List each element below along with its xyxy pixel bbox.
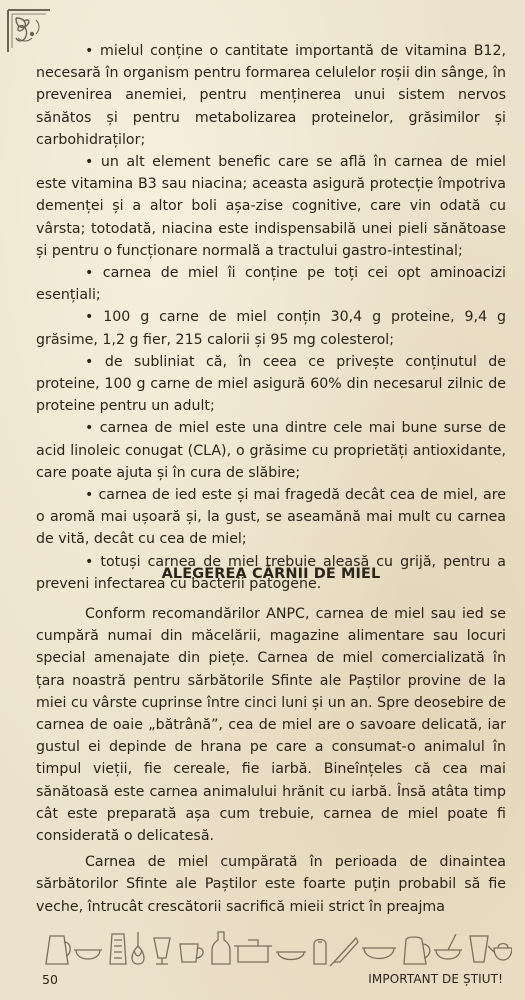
whisk-icon <box>132 932 144 964</box>
page-number: 50 <box>42 972 58 987</box>
jug-icon <box>46 936 70 964</box>
glass-icon <box>470 936 488 962</box>
pot-icon <box>234 940 272 962</box>
list-item: • carnea de miel îi conține pe toți cei opt aminoacizi esențiali; <box>36 265 506 304</box>
pitcher-icon <box>404 937 430 964</box>
list-item: • mielul conține o cantitate importantă de vitamina B12, necesară în organism pentru formarea celulelor roșii din sânge, în prevenirea anemiei, pentru menținerea unui sistem nervos sănătos și pentru metabolizarea proteinelor, grăsimilor și carbohidraților; <box>36 43 506 148</box>
list-item: • carnea de miel este una dintre cele mai bune surse de acid linoleic conugat (CLA), o grăsime cu proprietăți antioxidante, care poate ajuta și în cura de slăbire; <box>36 420 506 481</box>
glass-icon <box>154 938 170 964</box>
body-paragraph: Conform recomandărilor ANPC, carnea de miel sau ied se cumpără numai din măcelării, magazine alimentare sau locuri special amenajate din piețe. Carnea de miel comercializată în țara noastră pentru sărbătorile Sfinte ale Paștilor provine de la miei cu vârste cuprinse între cinci luni și un an. Spre deosebire de carnea de oaie „bătrână”, cea de miel are o savoare delicată, iar gustul ei depinde de hrana pe care a consumat-o animalul în timpul vieții, fie cereale, fie iarbă. Bineînțeles că cea mai sănătoasă este carnea animalului hrănit cu iarbă. Însă atâta timp cât este preparată așa cum trebuie, carnea de miel poate fi considerată o delicatesă. <box>36 606 506 845</box>
list-item: • carnea de ied este și mai fragedă decât cea de miel, are o aromă mai ușoară și, la gust, se aseamănă mai mult cu carnea de vită, decât cu cea de miel; <box>36 487 506 548</box>
list-item: • de subliniat că, în ceea ce privește conținutul de proteine, 100 g carne de miel asigură 60% din necesarul zilnic de proteine pentru un adult; <box>36 353 506 415</box>
body-paragraph: Carnea de miel cumpărată în perioada de dinaintea sărbătorilor Sfinte ale Paștilor este foarte puțin probabil să fie veche, întrucât crescătorii sacrifică mieii strict în preajma <box>36 854 506 915</box>
mortar-icon <box>434 934 462 959</box>
benefits-list <box>36 40 506 595</box>
section-heading: ALEGEREA CĂRNII DE MIEL <box>161 566 381 582</box>
knife-icon <box>330 938 358 966</box>
running-footer-title: IMPORTANT DE ȘTIUT! <box>368 972 503 986</box>
bowl-icon <box>362 948 396 959</box>
section-body <box>36 603 506 918</box>
list-item: • un alt element benefic care se află în carnea de miel este vitamina B3 sau niacina; aceasta asigură protecție împotriva demenței și a altor boli așa-zise cognitive, care vin odată cu vârsta; totodată, niacina este indispensabilă unei pieli sănătoase și pentru o funcționare normală a tractului gastro-intestinal; <box>36 154 506 259</box>
bowl-icon <box>276 952 306 960</box>
list-item: • 100 g carne de miel conțin 30,4 g proteine, 9,4 g grăsime, 1,2 g fier, 215 calorii și 95 mg colesterol; <box>36 309 506 348</box>
bowl-icon <box>74 950 102 959</box>
list-item: • totuși carnea de miel trebuie aleasă cu grijă, pentru a preveni infectarea cu bacterii patogene. <box>36 553 506 592</box>
kitchenware-ornament-row <box>42 928 512 968</box>
bottle-icon <box>212 932 230 964</box>
salt-shaker-icon <box>314 940 326 965</box>
cup-icon <box>180 944 203 962</box>
teapot-icon <box>488 944 512 961</box>
grater-icon <box>110 934 126 964</box>
